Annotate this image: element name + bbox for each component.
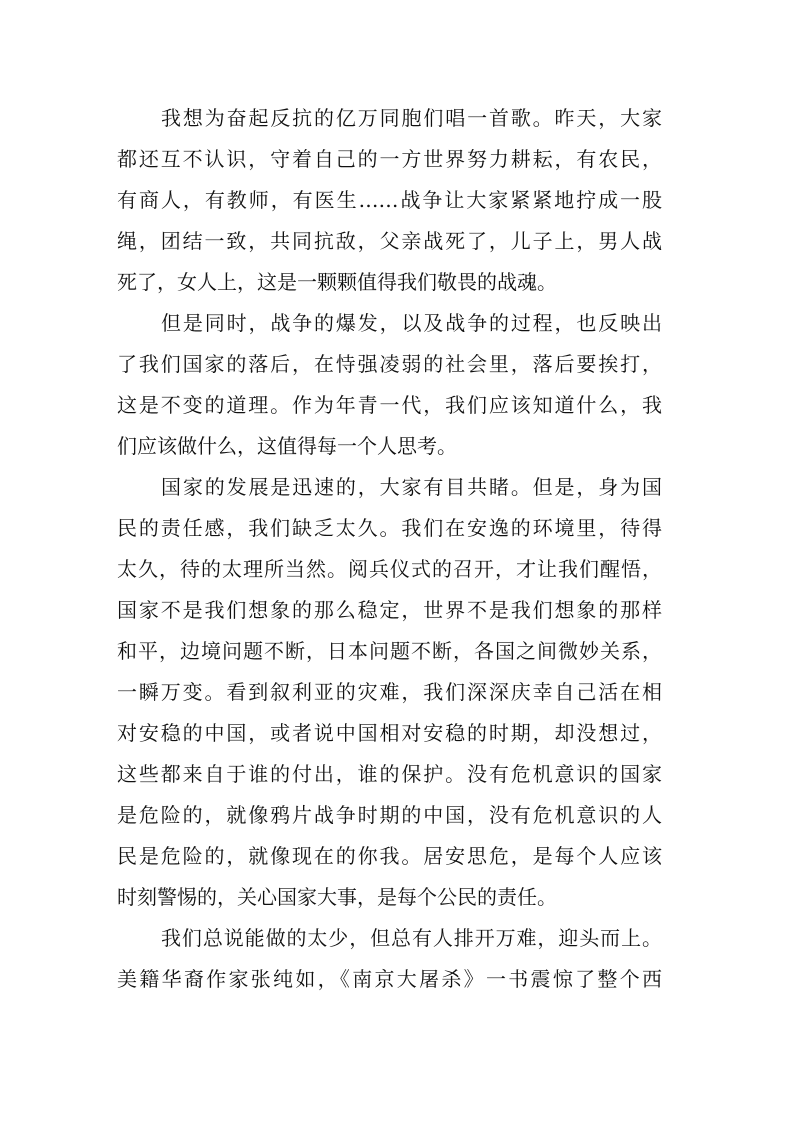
text-line: 是危险的，就像鸦片战争时期的中国，没有危机意识的人 (117, 803, 662, 827)
text-line: 绳，团结一致，共同抗敌，父亲战死了，儿子上，男人战 (117, 229, 662, 253)
text-line: 国家不是我们想象的那么稳定，世界不是我们想象的那样 (117, 598, 662, 622)
text-line: 一瞬万变。看到叙利亚的灾难，我们深深庆幸自己活在相 (117, 680, 662, 704)
text-line: 和平，边境问题不断，日本问题不断，各国之间微妙关系， (117, 639, 662, 663)
text-line: 对安稳的中国，或者说中国相对安稳的时期，却没想过， (117, 721, 662, 745)
text-line: 国家的发展是迅速的，大家有目共睹。但是，身为国 (161, 475, 662, 499)
paragraph (117, 467, 662, 918)
text-line: 美籍华裔作家张纯如，《南京大屠杀》一书震惊了整个西 (117, 967, 662, 991)
text-line: 们应该做什么，这值得每一个人思考。 (117, 434, 457, 458)
paragraph (117, 98, 662, 303)
text-line: 了我们国家的落后，在恃强凌弱的社会里，落后要挨打， (117, 352, 662, 376)
text-line: 民是危险的，就像现在的你我。居安思危，是每个人应该 (117, 844, 662, 868)
text-line: 民的责任感，我们缺乏太久。我们在安逸的环境里，待得 (117, 516, 662, 540)
text-line: 这些都来自于谁的付出，谁的保护。没有危机意识的国家 (117, 762, 662, 786)
text-line: 这是不变的道理。作为年青一代，我们应该知道什么，我 (117, 393, 662, 417)
paragraph (117, 918, 662, 1000)
paragraph (117, 303, 662, 467)
text-line: 但是同时，战争的爆发，以及战争的过程，也反映出 (161, 311, 662, 335)
text-line: 太久，待的太理所当然。阅兵仪式的召开，才让我们醒悟， (117, 557, 662, 581)
text-line: 时刻警惕的，关心国家大事，是每个公民的责任。 (117, 885, 557, 909)
document-body (117, 98, 662, 1000)
text-line: 死了，女人上，这是一颗颗值得我们敬畏的战魂。 (117, 270, 557, 294)
text-line: 有商人，有教师，有医生……战争让大家紧紧地拧成一股 (117, 188, 662, 212)
text-line: 我们总说能做的太少，但总有人排开万难，迎头而上。 (161, 926, 662, 950)
text-line: 我想为奋起反抗的亿万同胞们唱一首歌。昨天，大家 (161, 106, 662, 130)
text-line: 都还互不认识，守着自己的一方世界努力耕耘，有农民， (117, 147, 662, 171)
